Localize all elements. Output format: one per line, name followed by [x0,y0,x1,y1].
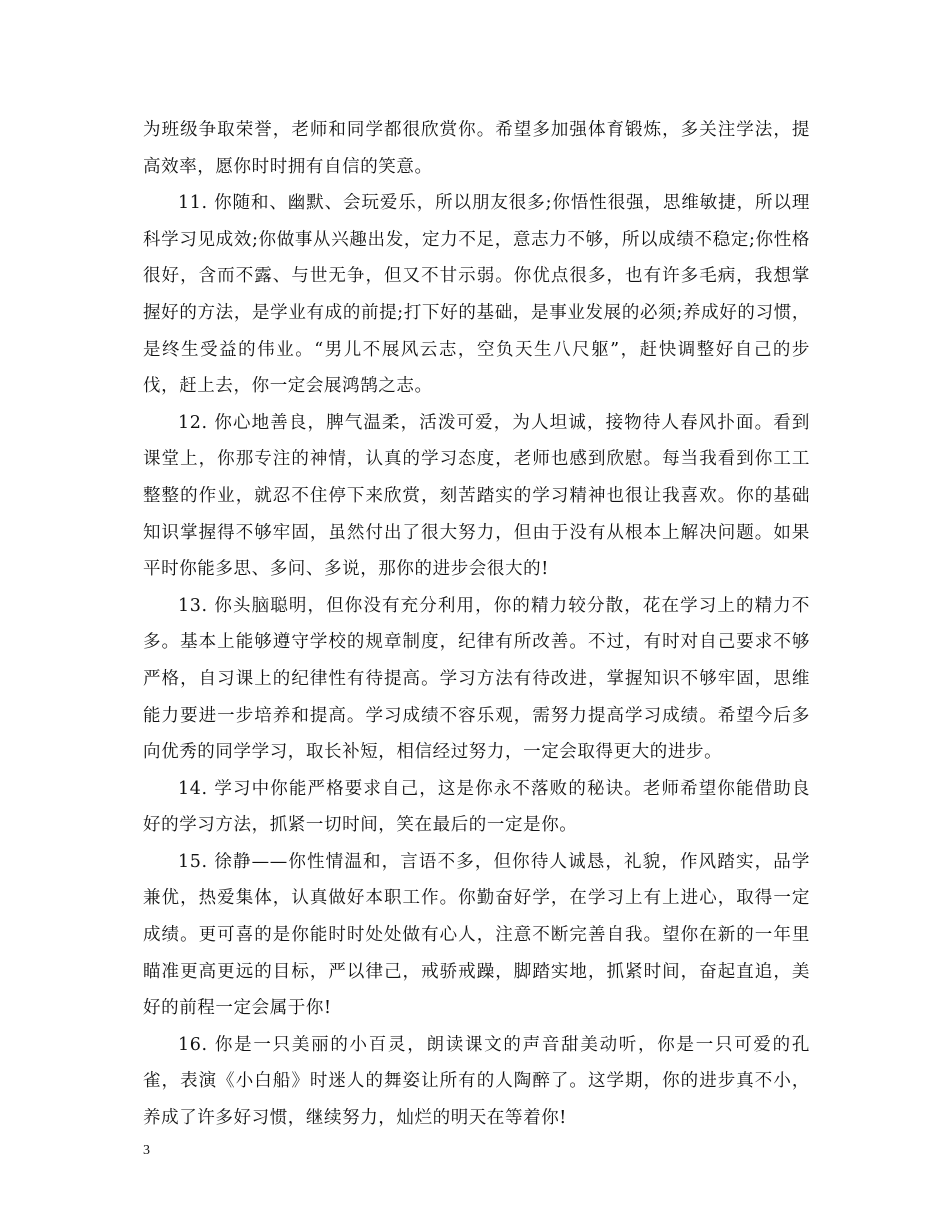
paragraph-16: 16. 你是一只美丽的小百灵，朗读课文的声音甜美动听，你是一只可爱的孔雀，表演《小白船》时迷人的舞姿让所有的人陶醉了。这学期，你的进步真不小，养成了许多好习惯，继续努力，灿烂的明天在等着你! [143,1034,810,1129]
paragraph-14: 14. 学习中你能严格要求自己，这是你永不落败的秘诀。老师希望你能借助良好的学习方法，抓紧一切时间，笑在最后的一定是你。 [143,778,810,836]
paragraph-15: 15. 徐静——你性情温和，言语不多，但你待人诚恳，礼貌，作风踏实，品学兼优，热爱集体，认真做好本职工作。你勤奋好学，在学习上有上进心，取得一定成绩。更可喜的是你能时时处处做有心人，注意不断完善自我。望你在新的一年里瞄准更高更远的目标，严以律己，戒骄戒躁，脚踏实地，抓紧时间，奋起直追，美好的前程一定会属于你! [143,851,810,1019]
paragraph-13: 13. 你头脑聪明，但你没有充分利用，你的精力较分散，花在学习上的精力不多。基本上能够遵守学校的规章制度，纪律有所改善。不过，有时对自己要求不够严格，自习课上的纪律性有待提高。学习方法有待改进，掌握知识不够牢固，思维能力要进一步培养和提高。学习成绩不容乐观，需努力提高学习成绩。希望今后多向优秀的同学学习，取长补短，相信经过努力，一定会取得更大的进步。 [143,595,810,763]
paragraph-continued: 为班级争取荣誉，老师和同学都很欣赏你。希望多加强体育锻炼，多关注学法，提高效率，愿你时时拥有自信的笑意。 [143,120,810,177]
document-body [143,112,810,1137]
paragraph-11: 11. 你随和、幽默、会玩爱乐，所以朋友很多;你悟性很强，思维敏捷，所以理科学习见成效;你做事从兴趣出发，定力不足，意志力不够，所以成绩不稳定;你性格很好，含而不露、与世无争，但又不甘示弱。你优点很多，也有许多毛病，我想掌握好的方法，是学业有成的前提;打下好的基础，是事业发展的必须;养成好的习惯，是终生受益的伟业。“男儿不展风云志，空负天生八尺躯”，赶快调整好自己的步伐，赶上去，你一定会展鸿鹄之志。 [143,193,810,397]
page-number: 3 [143,1143,150,1158]
paragraph-12: 12. 你心地善良，脾气温柔，活泼可爱，为人坦诚，接物待人春风扑面。看到课堂上，你那专注的神情，认真的学习态度，老师也感到欣慰。每当我看到你工工整整的作业，就忍不住停下来欣赏，刻苦踏实的学习精神也很让我喜欢。你的基础知识掌握得不够牢固，虽然付出了很大努力，但由于没有从根本上解决问题。如果平时你能多思、多问、多说，那你的进步会很大的! [143,412,810,580]
